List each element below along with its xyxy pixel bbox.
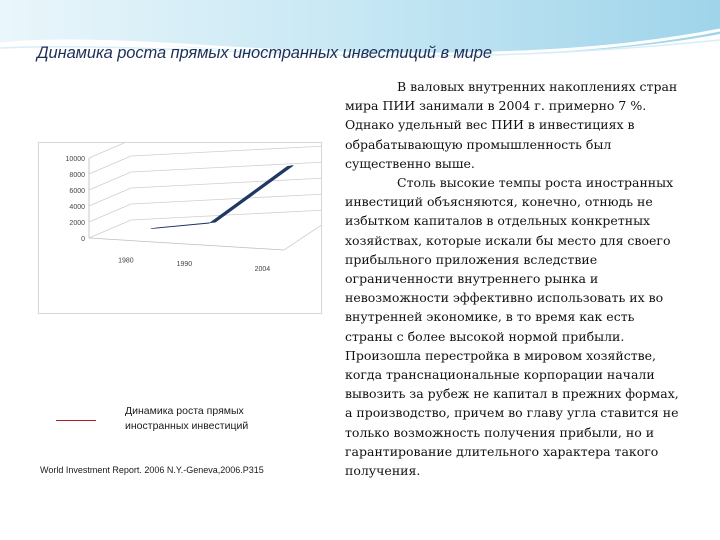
body-text	[345, 77, 683, 480]
floor-front-edge	[89, 238, 284, 250]
y-tick-label-2: 6000	[69, 188, 85, 195]
floor-right-edge	[284, 222, 321, 250]
gridline-side-2	[89, 188, 131, 206]
header-band	[0, 0, 720, 80]
legend-line-swatch	[56, 420, 96, 421]
body-paragraph-1: В валовых внутренних накоплениях стран мира ПИИ занимали в 2004 г. примерно 7 %. Однако удельный вес ПИИ в инвестициях в обрабатывающую промышленность был существенно выше.	[345, 79, 678, 171]
y-tick-label-4: 2000	[69, 220, 85, 227]
gridline-back-2	[131, 178, 321, 188]
gridline-back-1	[131, 194, 321, 204]
body-paragraph-2: Столь высокие темпы роста иностранных инвестиций объясняются, конечно, отнюдь не избытком капиталов в отдельных конкретных хозяйствах, которые искали бы место для своего прибыльного приложения вследствие ограниченности внутреннего рынка и невозможности эффективно использовать их во внутренней экономике, в то время как есть страны с более высокой нормой прибыли. Произошла перестройка в мировом хозяйстве, когда транснациональные корпорации начали вывозить за рубеж не капитал в прежних формах, а производство, причем во главу угла ставится не только возможность получения прибыли, но и гарантирование длительного характера такого получения.	[345, 175, 679, 479]
x-tick-label-0: 1980	[118, 257, 134, 265]
x-tick-label-1: 1990	[176, 261, 193, 269]
y-tick-label-1: 8000	[69, 172, 85, 179]
y-tick-label-0: 10000	[65, 156, 85, 163]
y-tick-label-5: 0	[81, 236, 85, 243]
gridline-side-3	[89, 172, 131, 190]
legend-label: Динамика роста прямых иностранных инвестиций	[125, 405, 249, 432]
investment-chart	[39, 143, 321, 313]
gridline-back-3	[131, 162, 321, 172]
x-tick-label-2: 2004	[254, 266, 271, 274]
y-tick-label-3: 4000	[69, 204, 85, 211]
gridline-side-5	[89, 143, 131, 158]
source-note: World Investment Report. 2006 N.Y.-Geneva,2006.P315	[40, 465, 264, 475]
chart-frame	[38, 142, 322, 314]
gridline-back-4	[131, 146, 321, 156]
slide-title: Динамика роста прямых иностранных инвестиций в мире	[37, 44, 492, 62]
gridline-side-4	[89, 156, 131, 174]
gridline-side-1	[89, 204, 131, 222]
gridline-side-0	[89, 220, 131, 238]
